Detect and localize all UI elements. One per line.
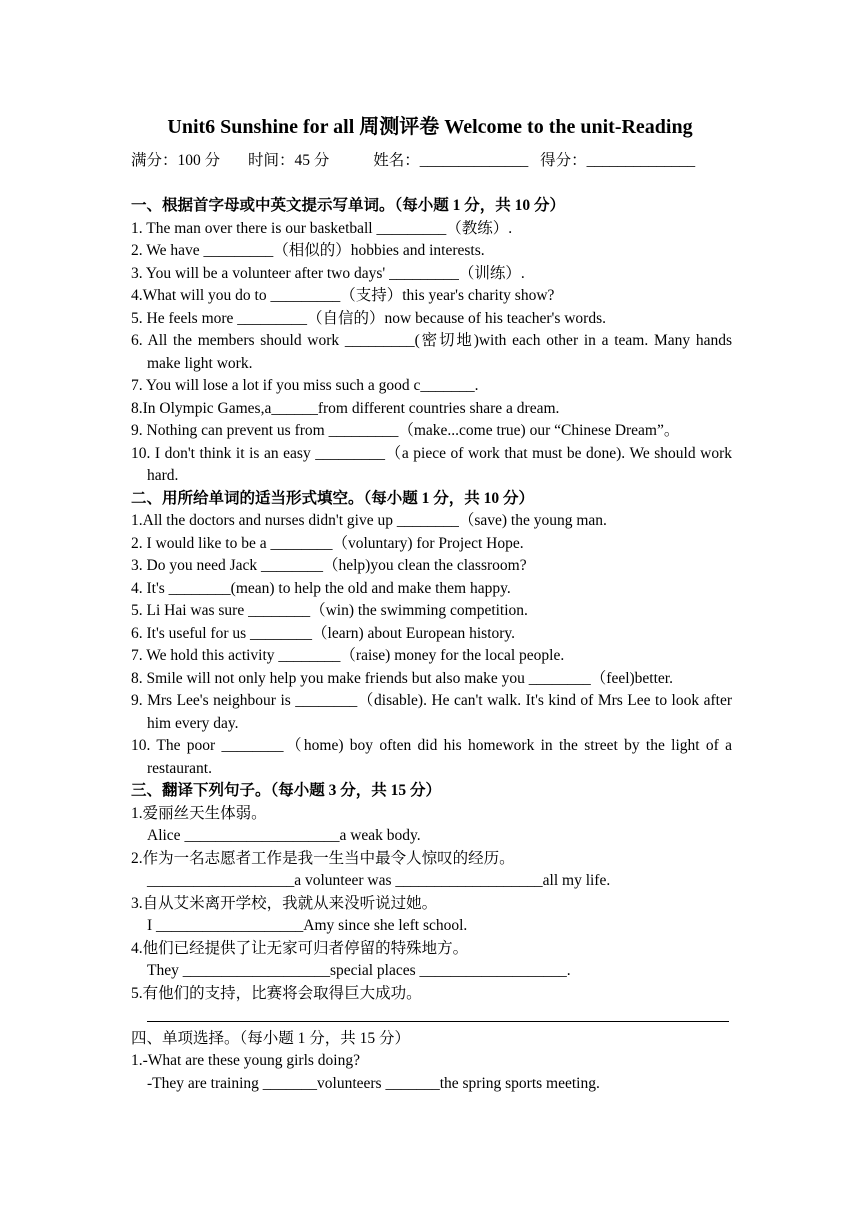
score-field[interactable]: 得分：______________ xyxy=(540,152,696,169)
question: 4.What will you do to _________（支持）this year's charity show? xyxy=(131,287,555,304)
section-1-heading: 一、根据首字母或中英文提示写单词。（每小题 1 分，共 10 分） xyxy=(131,197,566,214)
section-2-heading: 二、用所给单词的适当形式填空。（每小题 1 分，共 10 分） xyxy=(131,489,535,507)
question: 1.-What are these young girls doing? xyxy=(131,1052,360,1069)
translation-prompt: 5.有他们的支持，比赛将会取得巨大成功。 xyxy=(131,984,422,1002)
question: 7. We hold this activity ________（raise) money for the local people. xyxy=(131,647,565,664)
question: 5. Li Hai was sure ________（win) the swimming competition. xyxy=(131,602,528,619)
translation-prompt: 2.作为一名志愿者工作是我一生当中最令人惊叹的经历。 xyxy=(131,849,515,867)
translation-prompt: 4.他们已经提供了让无家可归者停留的特殊地方。 xyxy=(131,939,469,957)
question: 3. Do you need Jack ________（help)you clean the classroom? xyxy=(131,557,527,574)
full-marks-label: 满分：100 分 xyxy=(131,152,221,169)
question: 7. You will lose a lot if you miss such a good c_______. xyxy=(131,377,479,394)
question: 3. You will be a volunteer after two days' _________（训练）. xyxy=(131,264,525,282)
question: 2. I would like to be a ________（voluntary) for Project Hope. xyxy=(131,534,524,552)
exam-info-row xyxy=(131,150,695,172)
question: 10. The poor ________（home) boy often did his homework in the street by the light of a restaurant. xyxy=(131,737,732,777)
question: 2. We have _________（相似的）hobbies and interests. xyxy=(131,242,485,259)
question: 9. Mrs Lee's neighbour is ________（disable). He can't walk. It's kind of Mrs Lee to look after him every day. xyxy=(131,692,732,732)
question: 1.All the doctors and nurses didn't give up ________（save) the young man. xyxy=(131,512,607,529)
question: 8. Smile will not only help you make friends but also make you ________（feel)better. xyxy=(131,669,673,687)
translation-answer: They ___________________special places ___________________. xyxy=(147,962,571,979)
page-title: Unit6 Sunshine for all 周测评卷 Welcome to the unit-Reading xyxy=(167,116,693,138)
section-3-heading: 三、翻译下列句子。（每小题 3 分，共 15 分） xyxy=(131,782,442,799)
question: 6. All the members should work _________(密切地)with each other in a team. Many hands make light work. xyxy=(131,332,732,372)
section-4-heading: 四、单项选择。（每小题 1 分，共 15 分） xyxy=(131,1029,411,1047)
question: 8.In Olympic Games,a______from different countries share a dream. xyxy=(131,399,560,417)
question: 5. He feels more _________（自信的）now because of his teacher's words. xyxy=(131,309,606,327)
exam-content xyxy=(131,195,732,1095)
question-option: -They are training _______volunteers _______the spring sports meeting. xyxy=(147,1074,600,1092)
translation-prompt: 1.爱丽丝天生体弱。 xyxy=(131,804,267,822)
translation-answer: I ___________________Amy since she left school. xyxy=(147,917,468,934)
question: 9. Nothing can prevent us from _________（make...come true) our “Chinese Dream”。 xyxy=(131,422,680,439)
name-field[interactable]: 姓名：______________ xyxy=(373,152,529,169)
question: 6. It's useful for us ________（learn) about European history. xyxy=(131,624,516,642)
question: 1. The man over there is our basketball _________（教练）. xyxy=(131,219,513,237)
time-label: 时间：45 分 xyxy=(248,152,330,169)
translation-prompt: 3.自从艾米离开学校，我就从来没听说过她。 xyxy=(131,894,438,912)
translation-answer: ___________________a volunteer was ___________________all my life. xyxy=(147,872,611,889)
translation-answer: Alice ____________________a weak body. xyxy=(147,827,421,844)
question: 10. I don't think it is an easy _________（a piece of work that must be done). We should work hard. xyxy=(131,444,732,484)
answer-blank-line xyxy=(131,1005,732,1028)
question: 4. It's ________(mean) to help the old and make them happy. xyxy=(131,579,511,597)
